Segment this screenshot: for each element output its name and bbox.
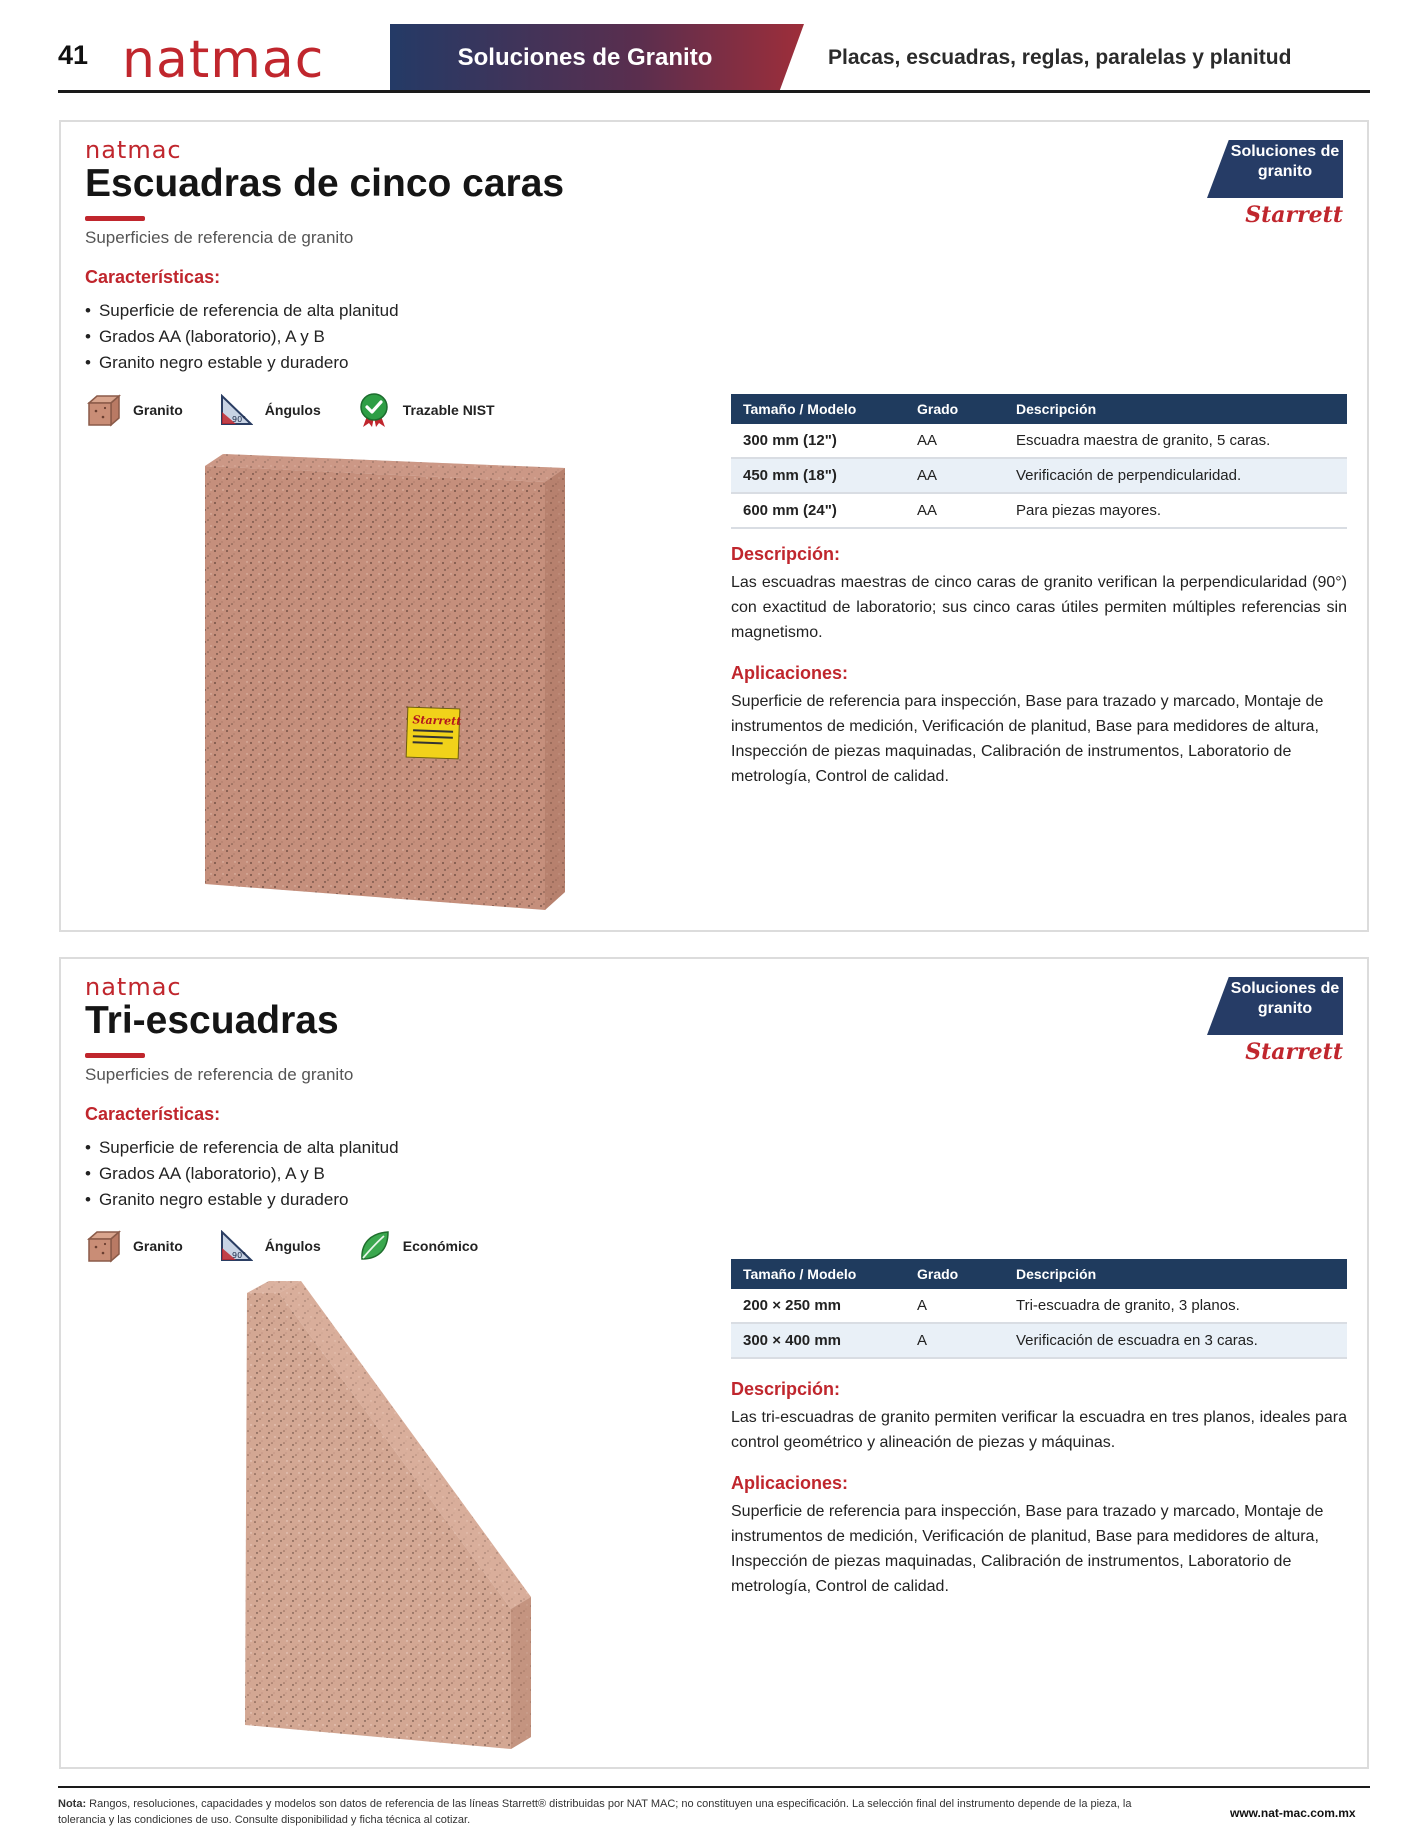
col-header-model: Tamaño / Modelo xyxy=(731,1259,905,1289)
category-badge-label: Soluciones de granito xyxy=(1230,980,1340,1017)
svg-text:90°: 90° xyxy=(231,415,246,424)
spec-table xyxy=(731,394,1347,529)
icon-item-economico xyxy=(357,1229,478,1263)
angle-icon xyxy=(219,394,253,426)
cell-model: 300 mm (12") xyxy=(731,424,905,458)
applications-text: Superficie de referencia para inspección, Base para trazado y marcado, Montaje de instrumentos de medición, Verificación de planitud, Base para medidores de altura, Inspección de piezas maquinadas, Calibración de instrumentos, Laboratorio de metrología, Control de calidad. xyxy=(731,1503,1324,1595)
description-text: Las escuadras maestras de cinco caras de granito verifican la perpendicularidad (90°) con exactitud de laboratorio; sus cinco caras útiles permiten múltiples referencias sin magnetismo. xyxy=(731,574,1347,641)
feature-item: • Superficie de referencia de alta planitud xyxy=(85,1135,399,1161)
col-header-description: Descripción xyxy=(1004,1259,1347,1289)
cell-description: Escuadra maestra de granito, 5 caras. xyxy=(1004,424,1347,458)
product-title: Escuadras de cinco caras xyxy=(85,162,565,205)
starrett-logo: Starrett xyxy=(1245,1039,1343,1065)
icon-row xyxy=(85,1229,514,1263)
svg-text:Starrett: Starrett xyxy=(412,713,462,728)
icon-label: Ángulos xyxy=(264,402,321,418)
table-row xyxy=(731,458,1347,493)
description-heading: Descripción: xyxy=(731,544,841,564)
icon-item-granito xyxy=(85,1229,183,1263)
card-brand-logo: natmac xyxy=(85,136,182,164)
natmac-logo: natmac xyxy=(122,30,325,90)
svg-text:90°: 90° xyxy=(231,1251,246,1260)
page-number: 41 xyxy=(58,40,89,70)
cell-description: Verificación de perpendicularidad. xyxy=(1004,458,1347,493)
icon-item-granito xyxy=(85,393,183,427)
feature-item: • Granito negro estable y duradero xyxy=(85,1187,399,1213)
cell-model: 300 × 400 mm xyxy=(731,1323,905,1358)
section-title: Soluciones de Granito xyxy=(457,44,713,71)
icon-label: Granito xyxy=(133,1238,183,1254)
table-row xyxy=(731,424,1347,458)
card-brand-logo: natmac xyxy=(85,973,182,1001)
category-badge-label: Soluciones de granito xyxy=(1230,143,1340,180)
spec-table-header xyxy=(731,394,1347,424)
spec-table xyxy=(731,1259,1347,1359)
icon-row xyxy=(85,392,531,428)
spec-table-header xyxy=(731,1259,1347,1289)
footer-note xyxy=(58,1796,1158,1828)
col-header-description: Descripción xyxy=(1004,394,1347,424)
cell-model: 600 mm (24") xyxy=(731,493,905,528)
granite-block-icon xyxy=(85,1229,121,1263)
table-row xyxy=(731,493,1347,528)
nist-check-icon xyxy=(357,392,391,428)
table-row xyxy=(731,1323,1347,1358)
footer-divider xyxy=(58,1786,1370,1788)
feature-item: • Superficie de referencia de alta planitud xyxy=(85,298,399,324)
leaf-icon xyxy=(357,1229,391,1263)
icon-item-angulos xyxy=(219,394,321,426)
product-card xyxy=(59,120,1369,932)
tri-square-image xyxy=(241,1279,541,1749)
description-heading: Descripción: xyxy=(731,1379,841,1399)
title-underline xyxy=(85,1053,145,1058)
icon-label: Granito xyxy=(133,402,183,418)
header-divider xyxy=(58,90,1370,93)
features-list xyxy=(85,1135,399,1213)
description-text: Las tri-escuadras de granito permiten verificar la escuadra en tres planos, ideales para control geométrico y alineación de piezas y máquinas. xyxy=(731,1409,1347,1451)
applications-heading: Aplicaciones: xyxy=(731,663,849,683)
col-header-grade: Grado xyxy=(905,1259,1004,1289)
footer-note-text: Rangos, resoluciones, capacidades y modelos son datos de referencia de las líneas Starrett® distribuidas por NAT MAC; no constituyen una especificación. La selección final del instrumento depende de la pieza, la tolerancia y las condiciones de uso. Consulte disponibilidad y ficha técnica al cotizar. xyxy=(58,1798,1132,1826)
feature-item: • Grados AA (laboratorio), A y B xyxy=(85,324,399,350)
website-link[interactable]: www.nat-mac.com.mx xyxy=(1230,1806,1356,1820)
icon-item-nist xyxy=(357,392,495,428)
features-heading: Características: xyxy=(85,1104,221,1124)
applications-text: Superficie de referencia para inspección, Base para trazado y marcado, Montaje de instrumentos de medición, Verificación de planitud, Base para medidores de altura, Inspección de piezas maquinadas, Calibración de instrumentos, Laboratorio de metrología, Control de calidad. xyxy=(731,693,1324,785)
header-subtitle: Placas, escuadras, reglas, paralelas y planitud xyxy=(828,46,1292,69)
angle-icon xyxy=(219,1230,253,1262)
cell-model: 200 × 250 mm xyxy=(731,1289,905,1323)
feature-item: • Grados AA (laboratorio), A y B xyxy=(85,1161,399,1187)
product-subtitle: Superficies de referencia de granito xyxy=(85,228,354,247)
granite-block-icon xyxy=(85,393,121,427)
cell-grade: A xyxy=(905,1323,1004,1358)
features-list xyxy=(85,298,399,376)
cell-grade: AA xyxy=(905,458,1004,493)
icon-label: Económico xyxy=(402,1238,479,1254)
five-face-square-image xyxy=(189,452,609,922)
icon-label: Ángulos xyxy=(264,1238,321,1254)
feature-item: • Granito negro estable y duradero xyxy=(85,350,399,376)
cell-grade: AA xyxy=(905,424,1004,458)
product-card xyxy=(59,957,1369,1769)
cell-description: Verificación de escuadra en 3 caras. xyxy=(1004,1323,1347,1358)
cell-description: Para piezas mayores. xyxy=(1004,493,1347,528)
cell-grade: AA xyxy=(905,493,1004,528)
cell-description: Tri-escuadra de granito, 3 planos. xyxy=(1004,1289,1347,1323)
cell-grade: A xyxy=(905,1289,1004,1323)
table-row xyxy=(731,1289,1347,1323)
footer-note-label: Nota: xyxy=(58,1798,87,1810)
title-underline xyxy=(85,216,145,221)
starrett-logo: Starrett xyxy=(1245,202,1343,228)
product-title: Tri-escuadras xyxy=(85,999,339,1042)
product-subtitle: Superficies de referencia de granito xyxy=(85,1065,354,1084)
features-heading: Características: xyxy=(85,267,221,287)
icon-label: Trazable NIST xyxy=(402,402,495,418)
cell-model: 450 mm (18") xyxy=(731,458,905,493)
icon-item-angulos xyxy=(219,1230,321,1262)
col-header-grade: Grado xyxy=(905,394,1004,424)
col-header-model: Tamaño / Modelo xyxy=(731,394,905,424)
applications-heading: Aplicaciones: xyxy=(731,1473,849,1493)
